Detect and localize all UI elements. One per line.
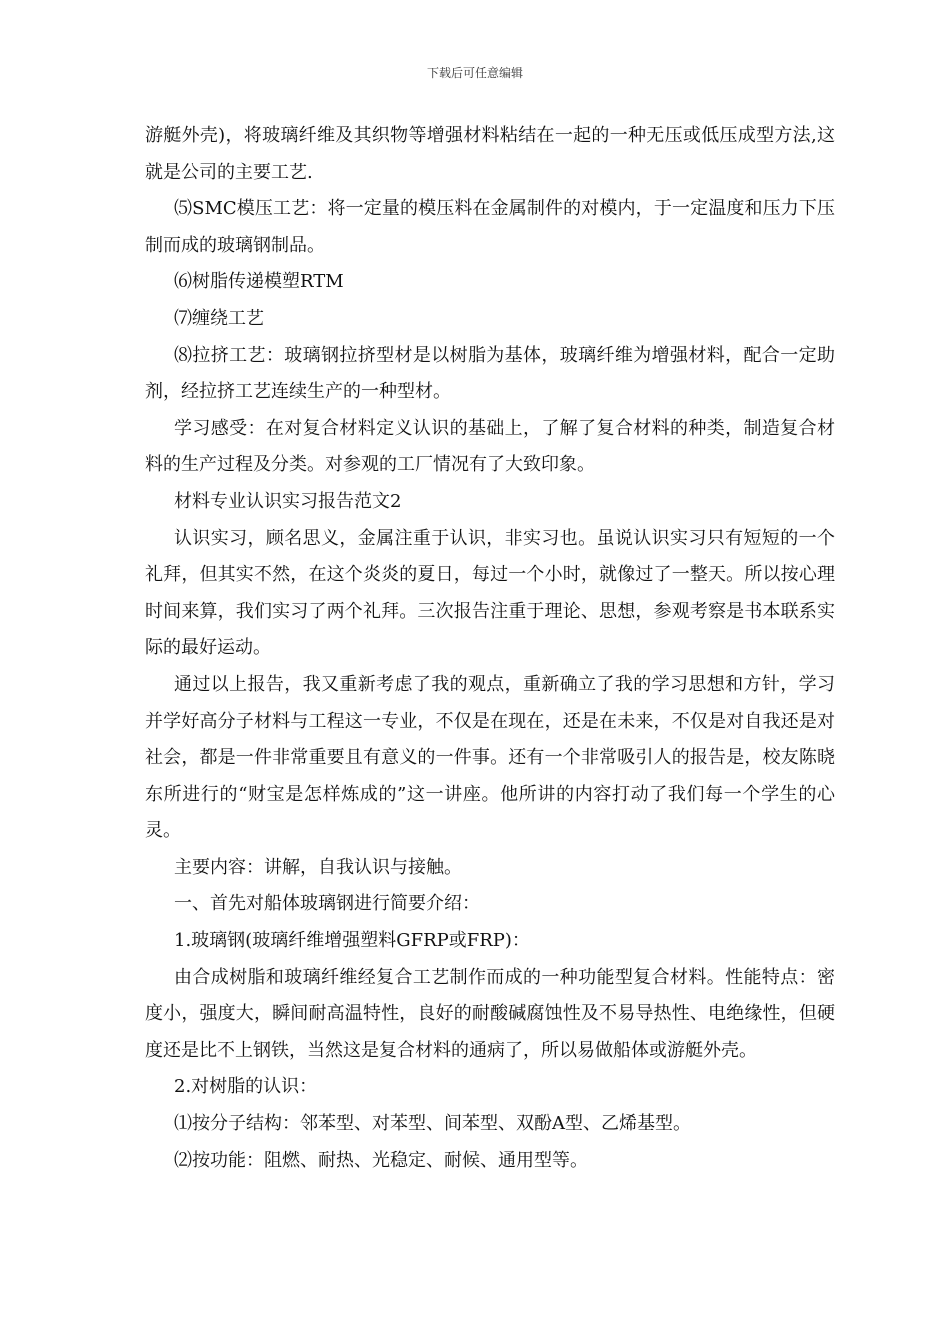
paragraph: ⑵按功能：阻燃、耐热、光稳定、耐候、通用型等。: [174, 1149, 588, 1171]
paragraph: 学习感受：在对复合材料定义认识的基础上，了解了复合材料的种类，制造复合材料的生产过程及分类。对参观的工厂情况有了大致印象。: [145, 417, 835, 476]
section-heading: 材料专业认识实习报告范文2: [174, 490, 402, 512]
paragraph: ⑴按分子结构：邻苯型、对苯型、间苯型、双酚A型、乙烯基型。: [174, 1113, 691, 1135]
paragraph: ⑸SMC模压工艺：将一定量的模压料在金属制件的对模内，于一定温度和压力下压制而成的玻璃钢制品。: [145, 198, 835, 256]
paragraph: ⑺缠绕工艺: [174, 307, 264, 329]
paragraph: 由合成树脂和玻璃纤维经复合工艺制作而成的一种功能型复合材料。性能特点：密度小，强度大，瞬间耐高温特性，良好的耐酸碱腐蚀性及不易导热性、电绝缘性，但硬度还是比不上钢铁，当然这是复合材料的通病了，所以易做船体或游艇外壳。: [145, 966, 835, 1061]
paragraph: ⑻拉挤工艺：玻璃钢拉挤型材是以树脂为基体，玻璃纤维为增强材料，配合一定助剂，经拉挤工艺连续生产的一种型材。: [145, 344, 835, 403]
paragraph: 通过以上报告，我又重新考虑了我的观点，重新确立了我的学习思想和方针，学习并学好高分子材料与工程这一专业，不仅是在现在，还是在未来，不仅是对自我还是对社会，都是一件非常重要且有意义的一件事。还有一个非常吸引人的报告是，校友陈晓东所进行的“财宝是怎样炼成的”这一讲座。他所讲的内容打动了我们每一个学生的心灵。: [145, 673, 835, 842]
document-body: [145, 118, 835, 1179]
paragraph: ⑹树脂传递模塑RTM: [174, 271, 344, 293]
paragraph: 主要内容：讲解，自我认识与接触。: [174, 856, 462, 878]
paragraph: 游艇外壳)，将玻璃纤维及其织物等增强材料粘结在一起的一种无压或低压成型方法,这就是公司的主要工艺.: [145, 125, 835, 183]
page-header: 下载后可任意编辑: [426, 66, 523, 80]
paragraph: 认识实习，顾名思义，金属注重于认识，非实习也。虽说认识实习只有短短的一个礼拜，但其实不然，在这个炎炎的夏日，每过一个小时，就像过了一整天。所以按心理时间来算，我们实习了两个礼拜。三次报告注重于理论、思想，参观考察是书本联系实际的最好运动。: [145, 527, 835, 659]
paragraph: 1.玻璃钢(玻璃纤维增强塑料GFRP或FRP)：: [174, 930, 530, 952]
paragraph: 一、首先对船体玻璃钢进行简要介绍：: [174, 893, 480, 915]
paragraph: 2.对树脂的认识：: [174, 1076, 318, 1098]
